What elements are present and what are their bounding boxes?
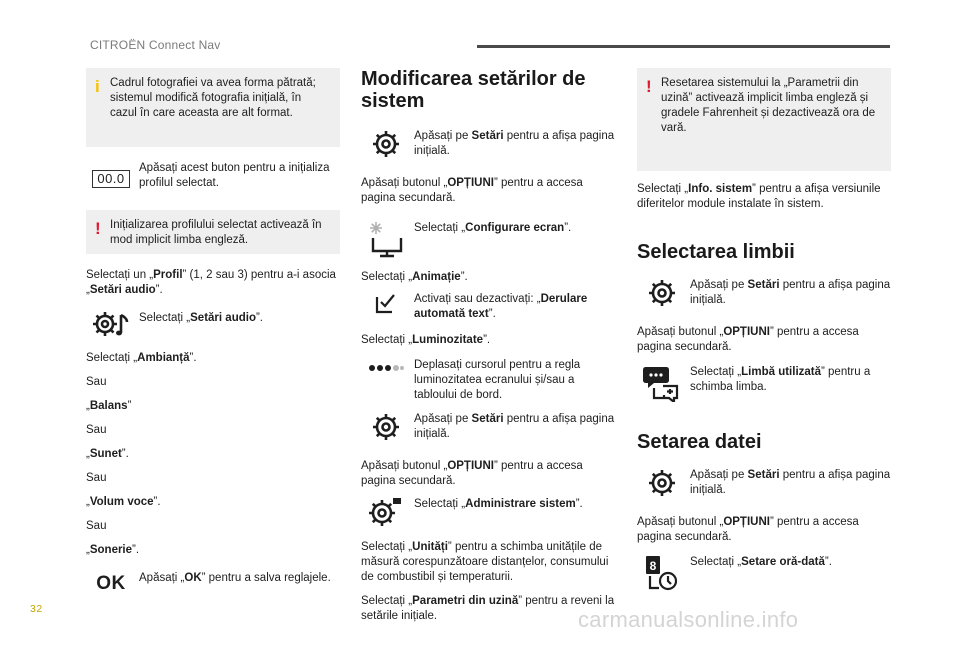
language-text: Selectați „Limbă utilizată” pentru a schimba limba.: [690, 366, 871, 393]
ok-text: Apăsați „OK” pentru a salva reglajele.: [139, 572, 331, 584]
settings-text-1: Apăsați pe Setări pentru a afișa pagina inițială.: [414, 130, 615, 157]
select-profile-text: Selectați un „Profil” (1, 2 sau 3) pentru a-i asocia „Setări audio”.: [86, 269, 336, 296]
settings-row-3: [637, 277, 891, 317]
luminozitate-text: Selectați „Luminozitate”.: [361, 334, 491, 346]
date-text: Selectați „Setare oră-dată”.: [690, 556, 832, 568]
ambianta-text: Selectați „Ambianță”.: [86, 352, 197, 364]
config-text: Selectați „Configurare ecran”.: [414, 222, 572, 234]
reset-button-icon[interactable]: [86, 160, 136, 200]
options-text-1: Apăsați butonul „OPȚIUNI” pentru a accesa pagina secundară.: [361, 177, 583, 204]
audio-text: Selectați „Setări audio”.: [139, 312, 263, 324]
info-icon: i: [95, 77, 100, 96]
animatie-text: Selectați „Animație”.: [361, 271, 468, 283]
reset-text: Apăsați acest buton pentru a inițializa profilul selectat.: [139, 162, 330, 189]
gear-icon: [361, 411, 411, 451]
warning-box: [86, 210, 340, 254]
options-text-3: Apăsați butonul „OPȚIUNI” pentru a accesa pagina secundară.: [637, 326, 859, 353]
section-title-date: Setarea datei: [637, 431, 762, 453]
admin-text: Selectați „Administrare sistem”.: [414, 498, 583, 510]
gear-icon: [637, 277, 687, 317]
date-row: [637, 554, 891, 594]
warning-box-reset-text: Resetarea sistemului la „Parametrii din uzină” activează implicit limba engleză și gradele Fahrenheit și dezactivează ora de vară.: [661, 77, 876, 134]
options-text-4: Apăsați butonul „OPȚIUNI” pentru a accesa pagina secundară.: [637, 516, 859, 543]
section-title-system: Modificarea setărilor de sistem: [361, 68, 586, 112]
info-box: [86, 68, 340, 147]
sau-text-3: Sau: [86, 472, 107, 484]
info-box-text: Cadrul fotografiei va avea forma pătrată; sistemul modifică fotografia inițială, în cazul în care aceasta are alt format.: [110, 77, 316, 119]
language-icon: [637, 364, 687, 404]
calendar-clock-icon: [637, 554, 687, 594]
gear-icon: [361, 128, 411, 168]
header-title: CITROËN Connect Nav: [90, 38, 221, 52]
settings-row-4: [637, 467, 891, 507]
sunet-text: „Sunet”.: [86, 448, 129, 460]
ok-button-icon[interactable]: [86, 570, 136, 610]
sau-text-2: Sau: [86, 424, 107, 436]
config-row: [361, 220, 615, 262]
volum-text: „Volum voce”.: [86, 496, 161, 508]
system-admin-icon: [361, 496, 411, 536]
audio-row: [86, 307, 340, 343]
derulare-row: [361, 291, 615, 325]
derulare-text: Activați sau dezactivați: „Derulare automată text”.: [414, 293, 588, 320]
gear-icon: [637, 467, 687, 507]
parametri-text: Selectați „Parametri din uzină” pentru a reveni la setările inițiale.: [361, 595, 615, 622]
column-3: [637, 68, 891, 602]
language-row: [637, 364, 891, 404]
page-number: 32: [30, 603, 43, 615]
settings-row-1: [361, 128, 615, 168]
warning-box-text: Inițializarea profilului selectat activează în mod implicit limba engleză.: [110, 219, 322, 246]
settings-text-2: Apăsați pe Setări pentru a afișa pagina inițială.: [414, 413, 615, 440]
options-text-2: Apăsați butonul „OPȚIUNI” pentru a accesa pagina secundară.: [361, 460, 583, 487]
settings-text-4: Apăsați pe Setări pentru a afișa pagina inițială.: [690, 469, 891, 496]
brightness-slider-icon[interactable]: [361, 357, 411, 404]
screen-config-icon: [361, 220, 411, 260]
warning-box-reset: [637, 68, 891, 171]
warning-icon: !: [646, 77, 652, 96]
watermark-text: carmanualsonline.info: [578, 607, 799, 632]
unitati-text: Selectați „Unități” pentru a schimba unitățile de măsură corespunzătoare distanțelor, consumului de combustibil și temperaturii.: [361, 541, 609, 583]
checkbox-icon[interactable]: [361, 291, 411, 331]
settings-row-2: [361, 411, 615, 451]
cursor-row: [361, 357, 615, 403]
audio-settings-icon: [86, 307, 136, 347]
reset-row: [86, 160, 340, 200]
ok-row: [86, 570, 340, 610]
sau-text-1: Sau: [86, 376, 107, 388]
info-sistem-text: Selectați „Info. sistem” pentru a afișa versiunile diferitelor module instalate în sistem.: [637, 183, 881, 210]
section-title-language: Selectarea limbii: [637, 241, 795, 263]
admin-row: [361, 496, 615, 532]
cursor-text: Deplasați cursorul pentru a regla luminozitatea ecranului și/sau a tabloului de bord.: [414, 359, 581, 401]
warning-icon: !: [95, 219, 101, 238]
column-2: [361, 68, 615, 633]
ok-button-label: OK: [96, 573, 126, 594]
header-bar: [477, 45, 890, 48]
sonerie-text: „Sonerie”.: [86, 544, 140, 556]
balans-text: „Balans”: [86, 400, 132, 412]
sau-text-4: Sau: [86, 520, 107, 532]
settings-text-3: Apăsați pe Setări pentru a afișa pagina inițială.: [690, 279, 891, 306]
column-1: [86, 68, 340, 618]
reset-button-label: 00.0: [92, 170, 129, 188]
calendar-digit: 8: [649, 559, 657, 573]
